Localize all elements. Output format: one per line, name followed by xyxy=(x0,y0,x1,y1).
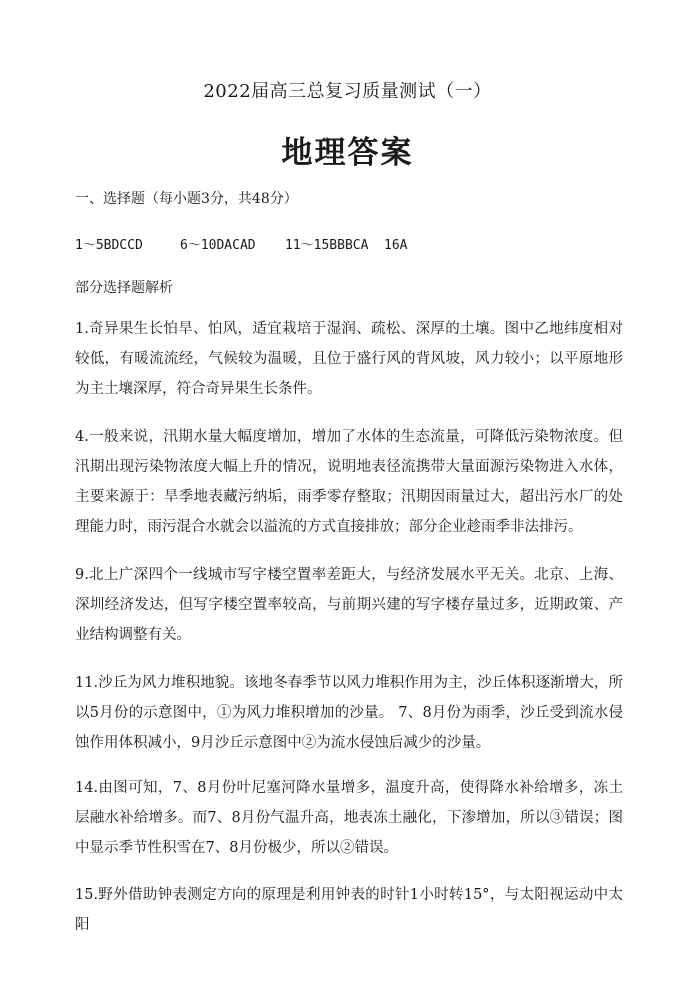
analysis-paragraph-q15: 15.野外借助钟表测定方向的原理是利用钟表的时针1小时转15°，与太阳视运动中太阳 xyxy=(75,887,623,933)
analysis-paragraph-q4: 4.一般来说，汛期水量大幅度增加，增加了水体的生态流量，可降低污染物浓度。但汛期出现污染物浓度大幅上升的情况，说明地表径流携带大量面源污染物进入水体，主要来源于：旱季地表藏污纳垢，雨季零存整取；汛期因雨量过大，超出污水厂的处理能力时，雨污混合水就会以溢流的方式直接排放；部分企业趁雨季非法排污。 xyxy=(75,429,623,535)
analysis-paragraph-q1: 1.奇异果生长怕旱、怕风，适宜栽培于湿润、疏松、深厚的土壤。图中乙地纬度相对较低，有暖流流经，气候较为温暖，且位于盛行风的背风坡，风力较小；以平原地形为主土壤深厚，符合奇异果生长条件。 xyxy=(75,321,623,397)
answer-group-1: 1～5BDCCD xyxy=(75,238,143,253)
analysis-paragraph-q11: 11.沙丘为风力堆积地貌。该地冬春季节以风力堆积作用为主，沙丘体积逐渐增大，所以5月份的示意图中，①为风力堆积增加的沙量。 7、8月份为雨季，沙丘受到流水侵蚀作用体积减小，9月沙丘示意图中②为流水侵蚀后减少的沙量。 xyxy=(75,675,623,751)
page-title: 地理答案 xyxy=(281,135,414,171)
answer-key-row xyxy=(75,234,407,253)
answer-group-2: 6～10DACAD xyxy=(180,238,256,253)
section-heading-choice: 一、选择题（每小题3分，共48分） xyxy=(75,191,298,207)
analysis-heading: 部分选择题解析 xyxy=(75,280,173,296)
analysis-paragraph-q9: 9.北上广深四个一线城市写字楼空置率差距大，与经济发展水平无关。北京、上海、深圳经济发达，但写字楼空置率较高，与前期兴建的写字楼存量过多，近期政策、产业结构调整有关。 xyxy=(75,567,623,643)
analysis-paragraph-q14: 14.由图可知，7、8月份叶尼塞河降水量增多，温度升高，使得降水补给增多，冻土层融水补给增多。而7、8月份气温升高，地表冻土融化，下渗增加，所以③错误；图中显示季节性积雪在7、8月份极少，所以②错误。 xyxy=(75,780,623,856)
exam-subtitle: 2022届高三总复习质量测试（一） xyxy=(203,81,492,102)
answer-group-4: 16A xyxy=(384,238,408,253)
answer-group-3: 11～15BBBCA xyxy=(285,238,369,253)
